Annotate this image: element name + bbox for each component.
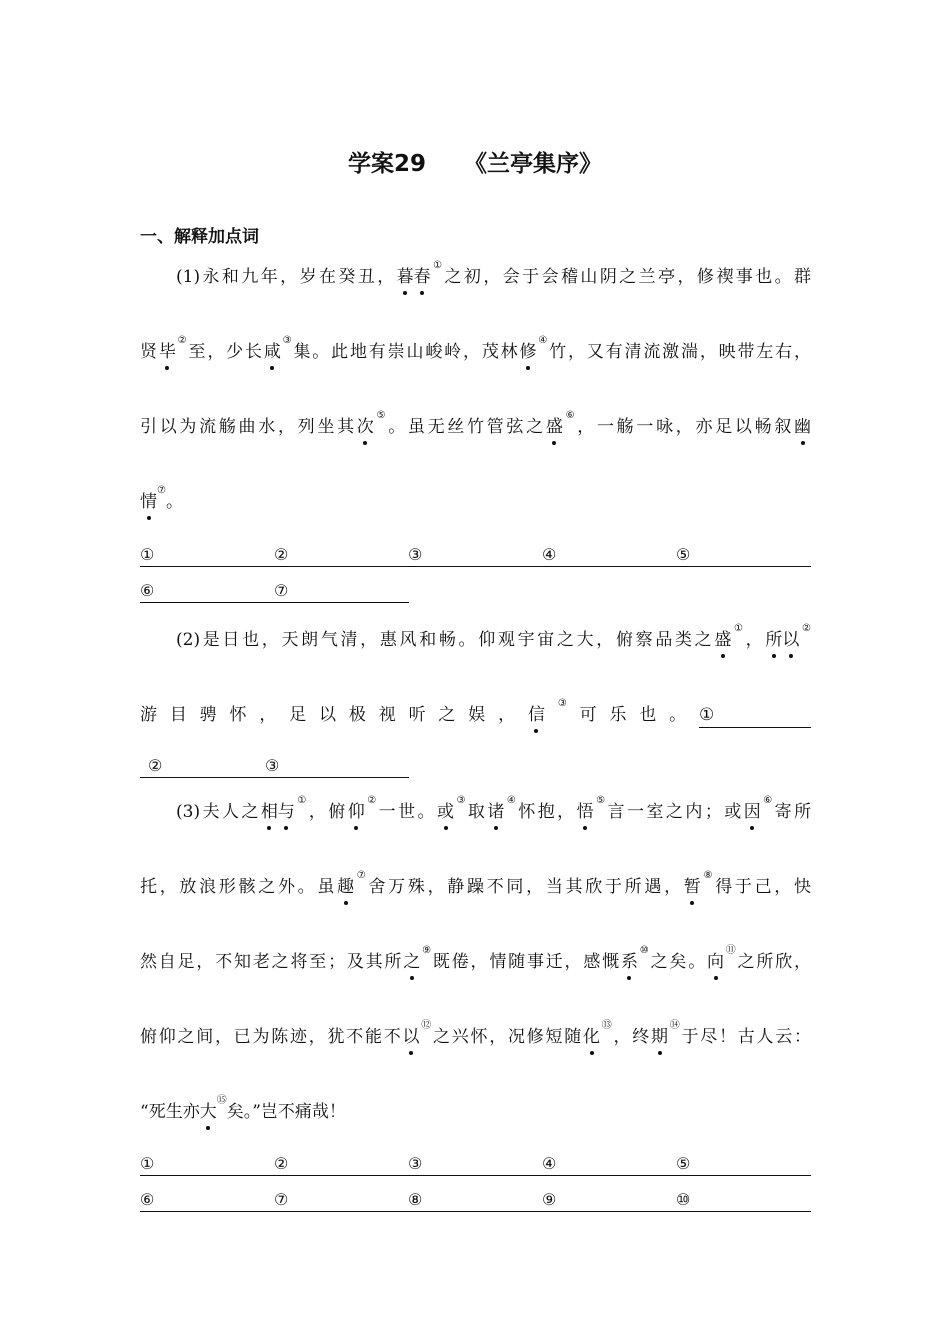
passage-line: 引以为流觞曲水，列坐其次⑤。虽无丝竹管弦之盛⑥，一觞一咏，亦足以畅叙幽: [140, 410, 812, 437]
passage-line: (2)是日也，天朗气清，惠风和畅。仰观宇宙之大，俯察品类之盛①，所以②: [176, 623, 812, 650]
passage-line: 游目骋怀，足以极视听之娱，信③可乐也。①: [140, 703, 811, 778]
passage-line: 然自足，不知老之将至；及其所之⑨既倦，情随事迁，感慨系⑩之矣。向⑪之所欣，: [140, 945, 812, 972]
passage-line: “死生亦大⑮矣。”岂不痛哉！: [140, 1095, 346, 1122]
answer-row[interactable]: ⑥ ⑦ ⑧ ⑨ ⑩: [140, 1191, 811, 1212]
answer-row[interactable]: ⑥ ⑦: [140, 582, 409, 603]
section-heading: 一、解释加点词: [140, 227, 259, 247]
passage-line: (1)永和九年，岁在癸丑，暮春①之初，会于会稽山阴之兰亭，修禊事也。群: [176, 260, 811, 287]
passage-2: [140, 623, 812, 778]
title-name: 《兰亭集序》: [464, 151, 602, 177]
passage-line: 情⑦。: [140, 485, 183, 512]
passage-3: [140, 795, 812, 1175]
answer-row[interactable]: ② ③: [140, 757, 409, 778]
passage-line: 托，放浪形骸之外。虽趣⑦舍万殊，静躁不同，当其欣于所遇，暂⑧得于己，快: [140, 870, 812, 897]
answer-row[interactable]: ① ② ③ ④ ⑤: [140, 1155, 811, 1176]
passage-line: 俯仰之间，已为陈迹，犹不能不以⑫之兴怀，况修短随化⑬，终期⑭于尽！古人云：: [140, 1020, 811, 1047]
passage-line: (3)夫人之相与①，俯仰②一世。或③取诸④怀抱，悟⑤言一室之内；或因⑥寄所: [176, 795, 812, 822]
title-number: 学案29: [347, 151, 426, 177]
answer-row[interactable]: ① ② ③ ④ ⑤: [140, 546, 811, 567]
page-title: [0, 145, 950, 178]
passage-line: 贤毕②至，少长咸③集。此地有崇山峻岭，茂林修④竹，又有清流激湍，映带左右，: [140, 335, 812, 362]
answer-blank[interactable]: ①: [699, 703, 811, 728]
passage-1: [140, 260, 812, 565]
